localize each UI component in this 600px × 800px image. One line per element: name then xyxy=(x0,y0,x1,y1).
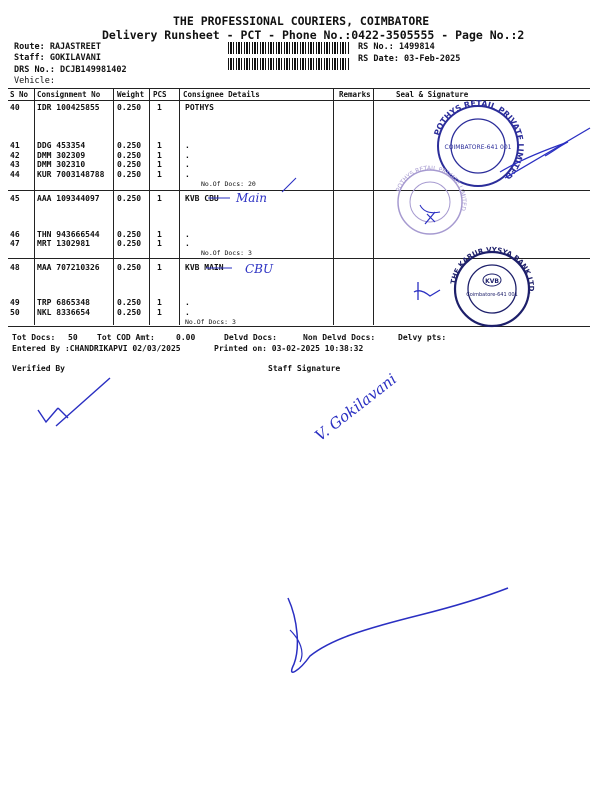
row-consignment: MAA 707210326 xyxy=(37,263,100,272)
row-sno: 45 xyxy=(10,194,20,203)
row-pcs: 1 xyxy=(157,151,162,160)
docs-count: No.Of Docs: 3 xyxy=(185,318,236,326)
bottom-signature xyxy=(288,588,508,672)
pothys-stamp-ring-text: POTHYS RETAIL PRIVATE LIMITED xyxy=(432,98,526,182)
row-sno: 49 xyxy=(10,298,20,307)
row-pcs: 1 xyxy=(157,194,162,203)
row-weight: 0.250 xyxy=(117,160,142,169)
row-consignee: . xyxy=(185,298,190,307)
row-weight: 0.250 xyxy=(117,141,142,150)
verified-by-signature xyxy=(38,378,110,426)
row-consignee: KVB MAIN xyxy=(185,263,224,272)
row-sno: 42 xyxy=(10,151,20,160)
col-weight: Weight xyxy=(117,90,145,99)
tot-docs-value: 50 xyxy=(68,333,78,342)
runsheet-title: Delivery Runsheet - PCT - Phone No.:0422-3505555 - Page No.:2 xyxy=(102,28,525,42)
row-weight: 0.250 xyxy=(117,239,142,248)
signature-kvb xyxy=(414,282,440,300)
verified-by: Verified By xyxy=(12,364,65,373)
row-consignee: . xyxy=(185,308,190,317)
row-sno: 48 xyxy=(10,263,20,272)
col-pcs: PCS xyxy=(153,90,167,99)
row-pcs: 1 xyxy=(157,308,162,317)
row-consignee: . xyxy=(185,141,190,150)
staff-signature: V. Gokilavani xyxy=(311,370,401,445)
faint-stamp xyxy=(395,165,467,234)
row-sno: 46 xyxy=(10,230,20,239)
kvb-stamp xyxy=(449,246,535,326)
signature-mark xyxy=(420,205,440,213)
svg-text:THE KARUR VYSYA BANK LTD. xyxy=(449,246,535,295)
docs-count: No.Of Docs: 3 xyxy=(201,249,252,257)
delvd-docs: Delvd Docs: xyxy=(224,333,277,342)
row-consignment: THN 943666544 xyxy=(37,230,100,239)
row-pcs: 1 xyxy=(157,141,162,150)
row-weight: 0.250 xyxy=(117,230,142,239)
tick-mark xyxy=(282,178,296,192)
row-consignee: . xyxy=(185,239,190,248)
row-consignment: DDG 453354 xyxy=(37,141,86,150)
row-consignment: TRP 6865348 xyxy=(37,298,90,307)
row-weight: 0.250 xyxy=(117,151,142,160)
row-weight: 0.250 xyxy=(117,194,142,203)
kvb-stamp-ring-text: THE KARUR VYSYA BANK LTD. xyxy=(449,245,536,295)
handwritten-cbu: CBU xyxy=(245,262,274,276)
row-consignment: AAA 109344097 xyxy=(37,194,100,203)
tot-docs-label: Tot Docs: xyxy=(12,333,56,342)
row-sno: 47 xyxy=(10,239,20,248)
row-sno: 41 xyxy=(10,141,20,150)
row-consignee: . xyxy=(185,160,190,169)
route: Route: RAJASTREET xyxy=(14,42,101,52)
kvb-stamp-center: Coimbatore-641 001 xyxy=(466,292,518,298)
row-weight: 0.250 xyxy=(117,103,142,112)
row-pcs: 1 xyxy=(157,160,162,169)
handwritten-main: Main xyxy=(236,191,268,205)
row-sno: 44 xyxy=(10,170,20,179)
faint-stamp-text: POTHYS RETAIL PRIVATE LIMITED xyxy=(394,164,468,212)
row-sno: 43 xyxy=(10,160,20,169)
rs-number: RS No.: 1499814 xyxy=(358,42,435,52)
rs-date: RS Date: 03-Feb-2025 xyxy=(358,54,461,64)
company-name: THE PROFESSIONAL COURIERS, COIMBATORE xyxy=(173,14,430,28)
row-consignment: DMM 302310 xyxy=(37,160,86,169)
col-consignee: Consignee Details xyxy=(183,90,260,99)
vehicle: Vehicle: xyxy=(14,76,55,86)
staff: Staff: GOKILAVANI xyxy=(14,53,101,63)
col-remarks: Remarks xyxy=(339,90,371,99)
row-consignment: DMM 302309 xyxy=(37,151,86,160)
row-consignee: . xyxy=(185,151,190,160)
row-pcs: 1 xyxy=(157,230,162,239)
col-seal: Seal & Signature xyxy=(396,90,469,99)
row-consignment: NKL 8336654 xyxy=(37,308,90,317)
row-consignee: POTHYS xyxy=(185,103,214,112)
row-pcs: 1 xyxy=(157,170,162,179)
col-consignment: Consignment No xyxy=(37,90,101,99)
entered-by: Entered By :CHANDRIKAPVI 02/03/2025 xyxy=(12,344,181,353)
row-sno: 50 xyxy=(10,308,20,317)
row-consignee: . xyxy=(185,170,190,179)
row-pcs: 1 xyxy=(157,298,162,307)
tot-cod-label: Tot COD Amt: xyxy=(97,333,155,342)
row-consignment: MRT 1302981 xyxy=(37,239,90,248)
delvy-pts: Delvy pts: xyxy=(398,333,447,342)
kvb-badge: KVB xyxy=(485,278,499,285)
row-pcs: 1 xyxy=(157,103,162,112)
row-sno: 40 xyxy=(10,103,20,112)
row-consignee: KVB CBU xyxy=(185,194,219,203)
docs-count: No.Of Docs: 20 xyxy=(201,180,256,188)
row-weight: 0.250 xyxy=(117,263,142,272)
row-pcs: 1 xyxy=(157,239,162,248)
row-consignment: IDR 100425855 xyxy=(37,103,100,112)
drs-number: DRS No.: DCJB149981402 xyxy=(14,65,127,75)
row-pcs: 1 xyxy=(157,263,162,272)
svg-text:POTHYS RETAIL PRIVATE LIMITED xyxy=(395,165,467,212)
tot-cod-value: 0.00 xyxy=(176,333,196,342)
printed-on: Printed on: 03-02-2025 10:38:32 xyxy=(214,344,364,353)
row-weight: 0.250 xyxy=(117,298,142,307)
pothys-stamp-center: COIMBATORE-641 001 xyxy=(444,144,512,151)
col-sno: S No xyxy=(10,90,29,99)
row-consignment: KUR 7003148788 xyxy=(37,170,105,179)
row-consignee: . xyxy=(185,230,190,239)
row-weight: 0.250 xyxy=(117,170,142,179)
staff-signature-label: Staff Signature xyxy=(268,364,341,373)
row-weight: 0.250 xyxy=(117,308,142,317)
non-delvd-docs: Non Delvd Docs: xyxy=(303,333,376,342)
